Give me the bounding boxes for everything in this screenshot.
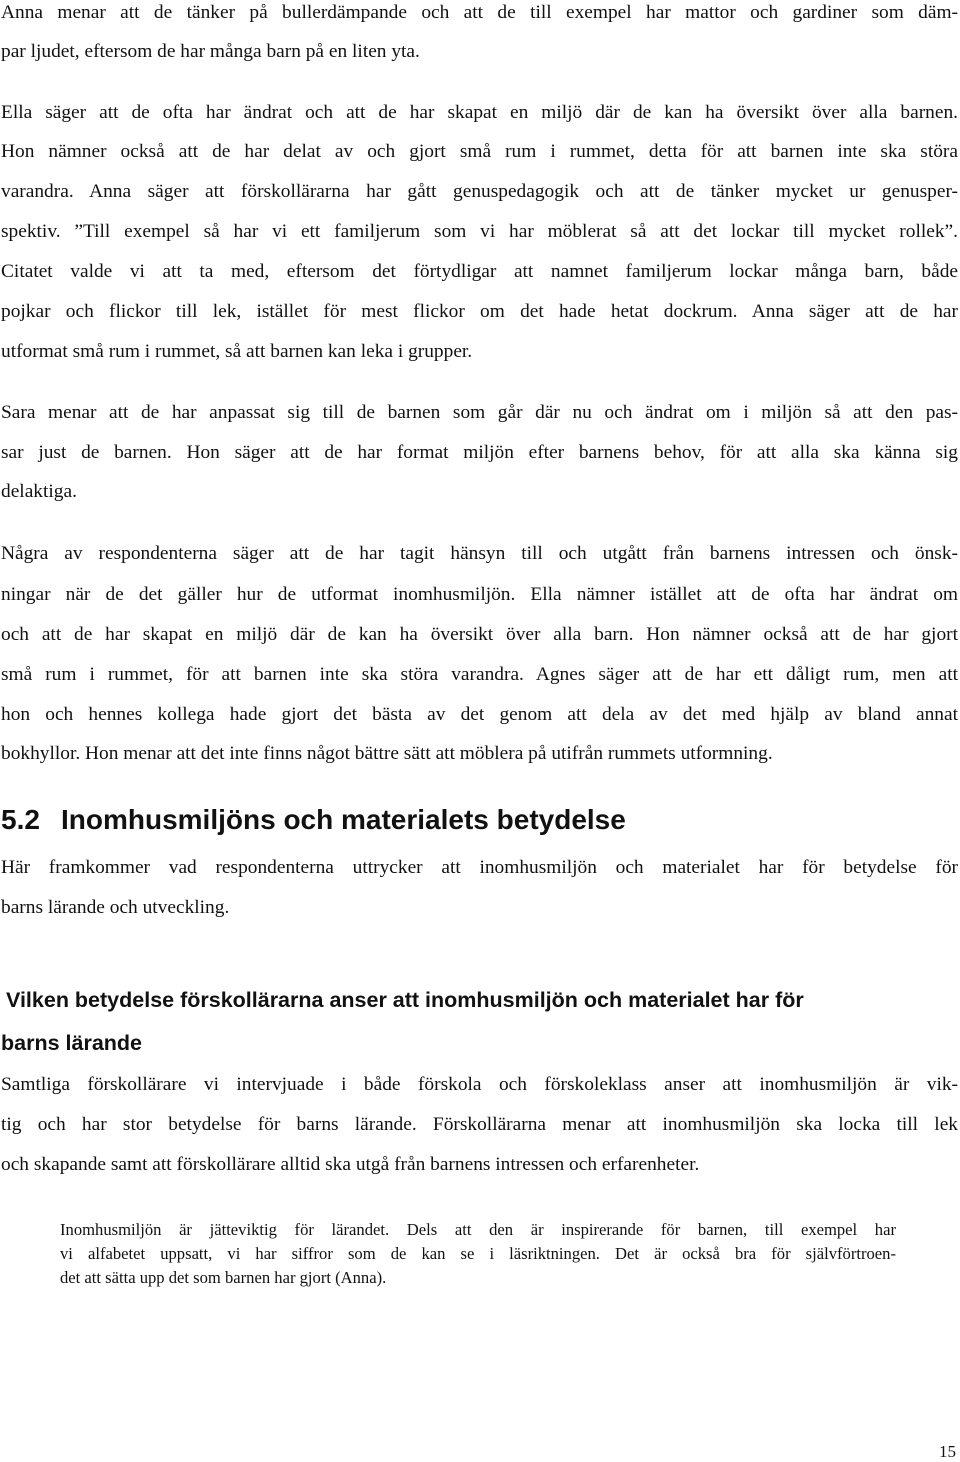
paragraph-line: Anna menar att de tänker på bullerdämpande och att de till exempel har mattor och gardiner som däm- bbox=[1, 2, 958, 23]
paragraph-line: bokhyllor. Hon menar att det inte finns något bättre sätt att möblera på utifrån rummets utformning. bbox=[1, 743, 773, 764]
paragraph-line: hon och hennes kollega hade gjort det bästa av det genom att dela av det med hjälp av bland annat bbox=[1, 704, 958, 725]
paragraph-line: ningar när de det gäller hur de utformat inomhusmiljön. Ella nämner istället att de ofta har ändrat om bbox=[1, 584, 958, 605]
block-quote-line: det att sätta upp det som barnen har gjort (Anna). bbox=[60, 1268, 387, 1287]
page-number: 15 bbox=[939, 1442, 956, 1461]
paragraph-line: utformat små rum i rummet, så att barnen kan leka i grupper. bbox=[1, 341, 473, 362]
paragraph-line: Några av respondenterna säger att de har tagit hänsyn till och utgått från barnens intressen och önsk- bbox=[1, 543, 958, 564]
subsection-heading-line: Vilken betydelse förskollärarna anser att inomhusmiljön och materialet har för bbox=[6, 988, 804, 1012]
section-heading bbox=[1, 804, 626, 836]
block-quote-line: Inomhusmiljön är jätteviktig för lärandet. Dels att den är inspirerande för barnen, till exempel har bbox=[60, 1220, 896, 1239]
paragraph-line: Citatet valde vi att ta med, eftersom det förtydligar att namnet familjerum lockar många barn, både bbox=[1, 261, 958, 282]
paragraph-line: pojkar och flickor till lek, istället för mest flickor om det hade hetat dockrum. Anna säger att de har bbox=[1, 301, 958, 322]
paragraph-line: och att de har skapat en miljö där de kan ha översikt över alla barn. Hon nämner också att de har gjort bbox=[1, 624, 958, 645]
block-quote-line: vi alfabetet uppsatt, vi har siffror som de kan se i läsriktningen. Det är också bra för självförtroen- bbox=[60, 1244, 896, 1263]
paragraph-line: Här framkommer vad respondenterna uttrycker att inomhusmiljön och materialet har för betydelse för bbox=[1, 857, 958, 878]
paragraph-line: Sara menar att de har anpassat sig till de barnen som går där nu och ändrat om i miljön så att den pas- bbox=[1, 402, 958, 423]
paragraph-line: Hon nämner också att de har delat av och gjort små rum i rummet, detta för att barnen inte ska störa bbox=[1, 141, 958, 162]
paragraph-line: sar just de barnen. Hon säger att de har format miljön efter barnens behov, för att alla ska känna sig bbox=[1, 442, 958, 463]
section-number: 5.2 bbox=[1, 804, 40, 835]
paragraph-line: och skapande samt att förskollärare alltid ska utgå från barnens intressen och erfarenheter. bbox=[1, 1154, 700, 1175]
paragraph-line: par ljudet, eftersom de har många barn på en liten yta. bbox=[1, 41, 420, 62]
paragraph-line: Ella säger att de ofta har ändrat och att de har skapat en miljö där de kan ha översikt över alla barnen. bbox=[1, 102, 958, 123]
paragraph-line: delaktiga. bbox=[1, 481, 77, 502]
paragraph-line: barns lärande och utveckling. bbox=[1, 897, 230, 918]
paragraph-line: varandra. Anna säger att förskollärarna har gått genuspedagogik och att de tänker mycket ur genusper- bbox=[1, 181, 958, 202]
paragraph-line: tig och har stor betydelse för barns lärande. Förskollärarna menar att inomhusmiljön ska locka till lek bbox=[1, 1114, 958, 1135]
section-title: Inomhusmiljöns och materialets betydelse bbox=[61, 804, 626, 835]
subsection-heading-line: barns lärande bbox=[1, 1031, 142, 1055]
paragraph-line: Samtliga förskollärare vi intervjuade i både förskola och förskoleklass anser att inomhusmiljön är vik- bbox=[1, 1074, 958, 1095]
paragraph-line: små rum i rummet, för att barnen inte ska störa varandra. Agnes säger att de har ett dåligt rum, men att bbox=[1, 664, 958, 685]
paragraph-line: spektiv. ”Till exempel så har vi ett familjerum som vi har möblerat så att det lockar till mycket rollek”. bbox=[1, 221, 958, 242]
